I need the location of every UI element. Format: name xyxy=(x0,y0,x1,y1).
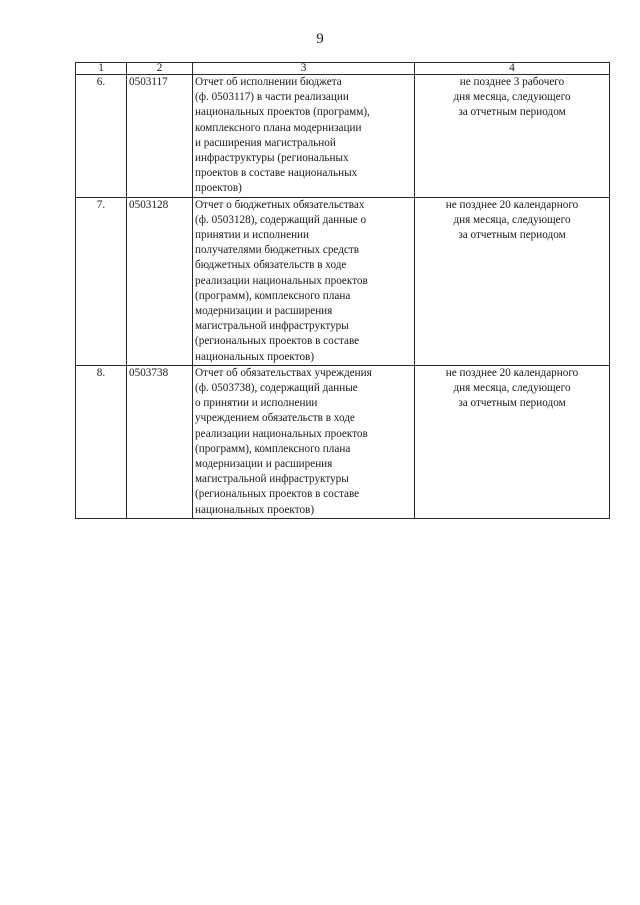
report-name-line: учреждением обязательств в ходе xyxy=(195,412,355,425)
deadline-line: за отчетным периодом xyxy=(458,397,566,410)
table-header-row xyxy=(76,63,610,75)
deadline-line: за отчетным периодом xyxy=(458,229,566,242)
deadline-line: не позднее 3 рабочего xyxy=(459,76,565,88)
table-row xyxy=(76,365,610,518)
report-name-line: (ф. 0503738), содержащий данные xyxy=(195,382,358,395)
submission-deadline xyxy=(415,197,610,365)
row-number: 6. xyxy=(76,75,127,198)
table-row xyxy=(76,197,610,365)
form-code: 0503738 xyxy=(127,365,193,518)
deadline-line: за отчетным периодом xyxy=(458,106,566,119)
report-name-line: (программ), комплексного плана xyxy=(195,442,351,455)
form-code: 0503117 xyxy=(127,75,193,198)
column-number-4: 4 xyxy=(415,63,610,75)
report-name-line: принятии и исполнении xyxy=(195,229,310,242)
table-row xyxy=(76,75,610,198)
report-name-line: магистральной инфраструктуры xyxy=(195,320,349,333)
deadline-line: дня месяца, следующего xyxy=(453,91,571,104)
submission-deadline xyxy=(415,365,610,518)
column-number-3: 3 xyxy=(193,63,415,75)
form-code: 0503128 xyxy=(127,197,193,365)
report-name-line: инфраструктуры (региональных xyxy=(195,152,349,165)
report-name-line: (ф. 0503117) в части реализации xyxy=(195,91,349,104)
deadline-line: не позднее 20 календарного xyxy=(445,366,579,379)
report-name-line: реализации национальных проектов xyxy=(195,427,368,440)
report-name-line: (ф. 0503128), содержащий данные о xyxy=(195,213,367,226)
report-name-line: (программ), комплексного плана xyxy=(195,289,351,302)
report-name-line: проектов в составе национальных xyxy=(195,167,358,180)
report-name-line: о принятии и исполнении xyxy=(195,397,318,410)
report-name xyxy=(193,197,415,365)
reports-table xyxy=(75,62,610,519)
report-name-line: национальных проектов) xyxy=(195,350,315,363)
report-name-line: модернизации и расширения xyxy=(195,305,333,318)
column-number-1: 1 xyxy=(76,63,127,75)
report-name-line: получателями бюджетных средств xyxy=(195,244,360,257)
report-name-line: Отчет об исполнении бюджета xyxy=(195,76,342,88)
deadline-line: дня месяца, следующего xyxy=(453,213,571,226)
report-name-line: Отчет об обязательствах учреждения xyxy=(195,366,372,379)
column-number-2: 2 xyxy=(127,63,193,75)
report-name-line: реализации национальных проектов xyxy=(195,274,368,287)
submission-deadline xyxy=(415,75,610,198)
report-name xyxy=(193,365,415,518)
row-number: 8. xyxy=(76,365,127,518)
report-name-line: (региональных проектов в составе xyxy=(195,488,360,501)
page-number: 9 xyxy=(316,31,324,47)
report-name-line: и расширения магистральной xyxy=(195,136,336,149)
report-name-line: комплексного плана модернизации xyxy=(195,121,362,134)
report-name xyxy=(193,75,415,198)
report-name-line: (региональных проектов в составе xyxy=(195,335,360,348)
deadline-line: не позднее 20 календарного xyxy=(445,198,579,211)
report-name-line: бюджетных обязательств в ходе xyxy=(195,259,347,272)
report-name-line: модернизации и расширения xyxy=(195,458,333,471)
deadline-line: дня месяца, следующего xyxy=(453,382,571,395)
report-name-line: проектов) xyxy=(195,182,242,195)
report-name-line: национальных проектов) xyxy=(195,503,315,516)
row-number: 7. xyxy=(76,197,127,365)
report-name-line: магистральной инфраструктуры xyxy=(195,473,349,486)
report-name-line: национальных проектов (программ), xyxy=(195,106,370,119)
report-name-line: Отчет о бюджетных обязательствах xyxy=(195,198,365,211)
